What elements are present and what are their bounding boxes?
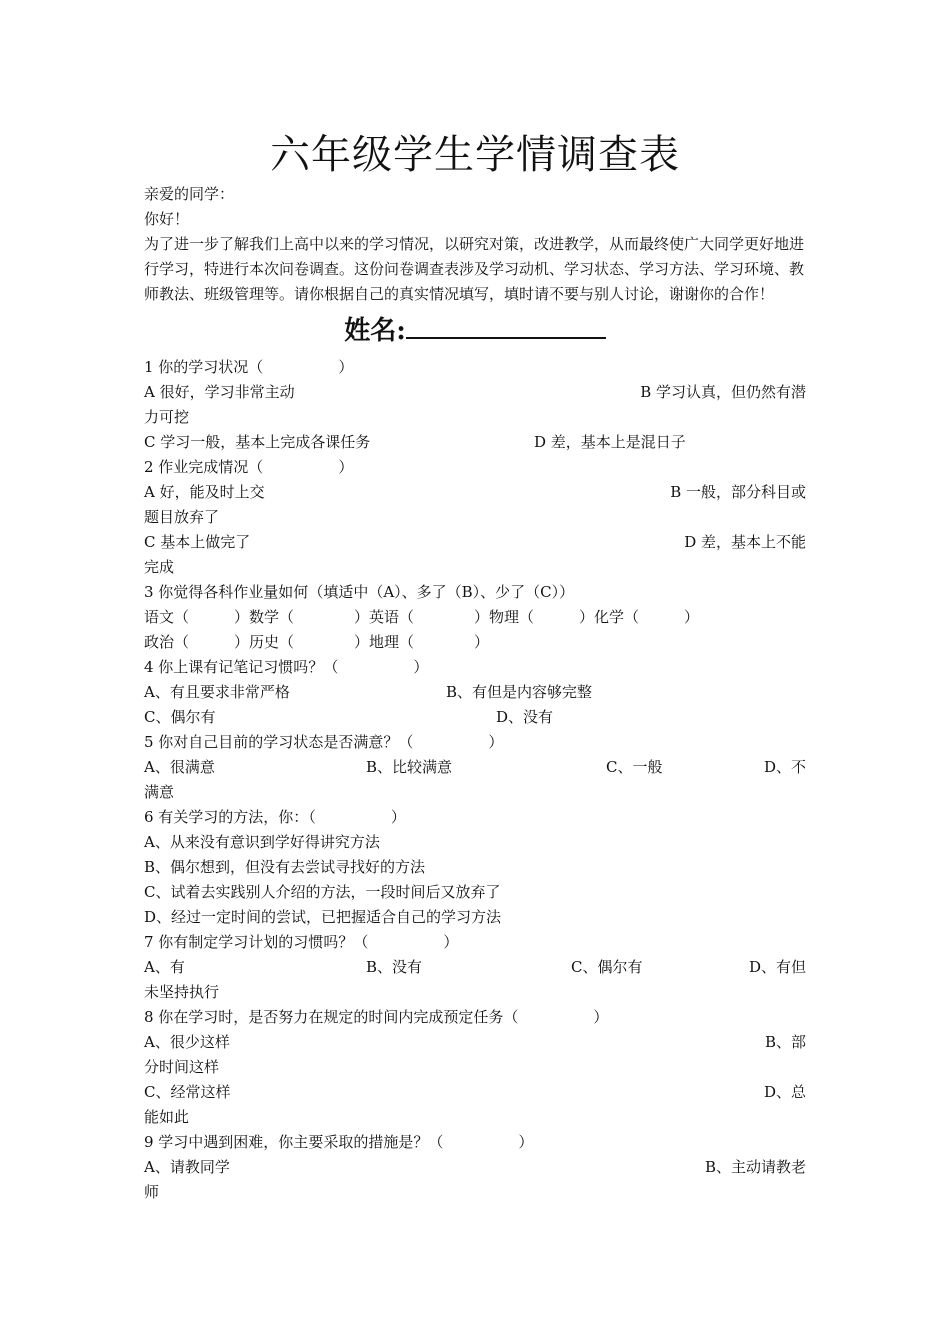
q8-option-b-cont: 分时间这样 bbox=[144, 1058, 220, 1076]
question-4 bbox=[144, 655, 806, 730]
q8-option-d-cont: 能如此 bbox=[144, 1108, 190, 1126]
question-9-text: 9 学习中遇到困难，你主要采取的措施是？（ ） bbox=[144, 1133, 534, 1151]
q1-option-a[interactable]: A 很好，学习非常主动 bbox=[144, 383, 295, 401]
q9-option-b-cont: 师 bbox=[144, 1183, 160, 1201]
q7-option-d[interactable]: D、有但 bbox=[748, 958, 806, 976]
name-field[interactable] bbox=[144, 311, 806, 351]
hello: 你好！ bbox=[144, 210, 190, 228]
question-4-text: 4 你上课有记笔记习惯吗？（ ） bbox=[144, 658, 429, 676]
question-6 bbox=[144, 805, 806, 930]
q9-option-a[interactable]: A、请教同学 bbox=[144, 1158, 230, 1176]
q2-option-c[interactable]: C 基本上做完了 bbox=[144, 533, 251, 551]
q3-subjects-row-1[interactable]: 语文（ ）数学（ ）英语（ ）物理（ ）化学（ ） bbox=[144, 608, 700, 626]
question-8-text: 8 你在学习时，是否努力在规定的时间内完成预定任务（ ） bbox=[144, 1008, 609, 1026]
q5-option-b[interactable]: B、比较满意 bbox=[366, 758, 453, 776]
q5-option-c[interactable]: C、一般 bbox=[606, 758, 663, 776]
q2-option-d-cont: 完成 bbox=[144, 558, 175, 576]
question-6-text: 6 有关学习的方法，你：（ ） bbox=[144, 808, 406, 826]
q4-option-a[interactable]: A、有且要求非常严格 bbox=[144, 683, 290, 701]
q5-option-d-cont: 满意 bbox=[144, 783, 175, 801]
question-7-text: 7 你有制定学习计划的习惯吗？（ ） bbox=[144, 933, 459, 951]
q8-option-c[interactable]: C、经常这样 bbox=[144, 1083, 231, 1101]
q6-option-d[interactable]: D、经过一定时间的尝试，已把握适合自己的学习方法 bbox=[144, 908, 502, 926]
q7-option-d-cont: 未坚持执行 bbox=[144, 983, 220, 1001]
page-title: 六年级学生学情调查表 bbox=[270, 132, 680, 178]
q7-option-c[interactable]: C、偶尔有 bbox=[571, 958, 643, 976]
q7-option-a[interactable]: A、有 bbox=[144, 958, 185, 976]
question-3-text: 3 你觉得各科作业量如何（填适中（A）、多了（B）、少了（C）） bbox=[144, 583, 575, 601]
q5-option-d[interactable]: D、不 bbox=[763, 758, 806, 776]
q1-option-b-cont: 力可挖 bbox=[144, 408, 190, 426]
q4-option-c[interactable]: C、偶尔有 bbox=[144, 708, 216, 726]
q1-option-b[interactable]: B 学习认真，但仍然有潜 bbox=[640, 383, 806, 401]
question-7 bbox=[144, 930, 806, 1005]
question-2-text: 2 作业完成情况（ ） bbox=[144, 458, 354, 476]
q5-option-a[interactable]: A、很满意 bbox=[144, 758, 215, 776]
question-5 bbox=[144, 730, 806, 805]
name-label: 姓名: bbox=[344, 316, 406, 346]
q8-option-a[interactable]: A、很少这样 bbox=[144, 1033, 230, 1051]
q9-option-b[interactable]: B、主动请教老 bbox=[704, 1158, 806, 1176]
q1-option-d[interactable]: D 差，基本上是混日子 bbox=[534, 433, 686, 451]
intro-paragraph: 为了进一步了解我们上高中以来的学习情况，以研究对策，改进教学，从而最终使广大同学更好地进行学习，特进行本次问卷调查。这份问卷调查表涉及学习动机、学习状态、学习方法、学习环境、教师教法、班级管理等。请你根据自己的真实情况填写，填时请不要与别人讨论，谢谢你的合作！ bbox=[144, 235, 805, 303]
q1-option-c[interactable]: C 学习一般，基本上完成各课任务 bbox=[144, 433, 371, 451]
q6-option-c[interactable]: C、试着去实践别人介绍的方法，一段时间后又放弃了 bbox=[144, 883, 501, 901]
question-2 bbox=[144, 455, 806, 580]
greeting: 亲爱的同学： bbox=[144, 185, 235, 203]
q6-option-b[interactable]: B、偶尔想到，但没有去尝试寻找好的方法 bbox=[144, 858, 426, 876]
q2-option-b[interactable]: B 一般，部分科目或 bbox=[670, 483, 806, 501]
q2-option-a[interactable]: A 好，能及时上交 bbox=[144, 483, 265, 501]
question-1-text: 1 你的学习状况（ ） bbox=[144, 358, 354, 376]
survey-document bbox=[144, 128, 806, 1205]
name-blank[interactable] bbox=[406, 311, 606, 339]
intro-section bbox=[144, 182, 806, 307]
q7-option-b[interactable]: B、没有 bbox=[366, 958, 423, 976]
q2-option-d[interactable]: D 差，基本上不能 bbox=[684, 533, 806, 551]
question-8 bbox=[144, 1005, 806, 1130]
q4-option-d[interactable]: D、没有 bbox=[496, 708, 554, 726]
question-3 bbox=[144, 580, 806, 655]
q8-option-d[interactable]: D、总 bbox=[763, 1083, 806, 1101]
q8-option-b[interactable]: B、部 bbox=[764, 1033, 806, 1051]
question-5-text: 5 你对自己目前的学习状态是否满意？（ ） bbox=[144, 733, 504, 751]
question-1 bbox=[144, 355, 806, 455]
q4-option-b[interactable]: B、有但是内容够完整 bbox=[446, 683, 593, 701]
q2-option-b-cont: 题目放弃了 bbox=[144, 508, 220, 526]
q6-option-a[interactable]: A、从来没有意识到学好得讲究方法 bbox=[144, 833, 380, 851]
question-9 bbox=[144, 1130, 806, 1205]
q3-subjects-row-2[interactable]: 政治（ ）历史（ ）地理（ ） bbox=[144, 633, 490, 651]
